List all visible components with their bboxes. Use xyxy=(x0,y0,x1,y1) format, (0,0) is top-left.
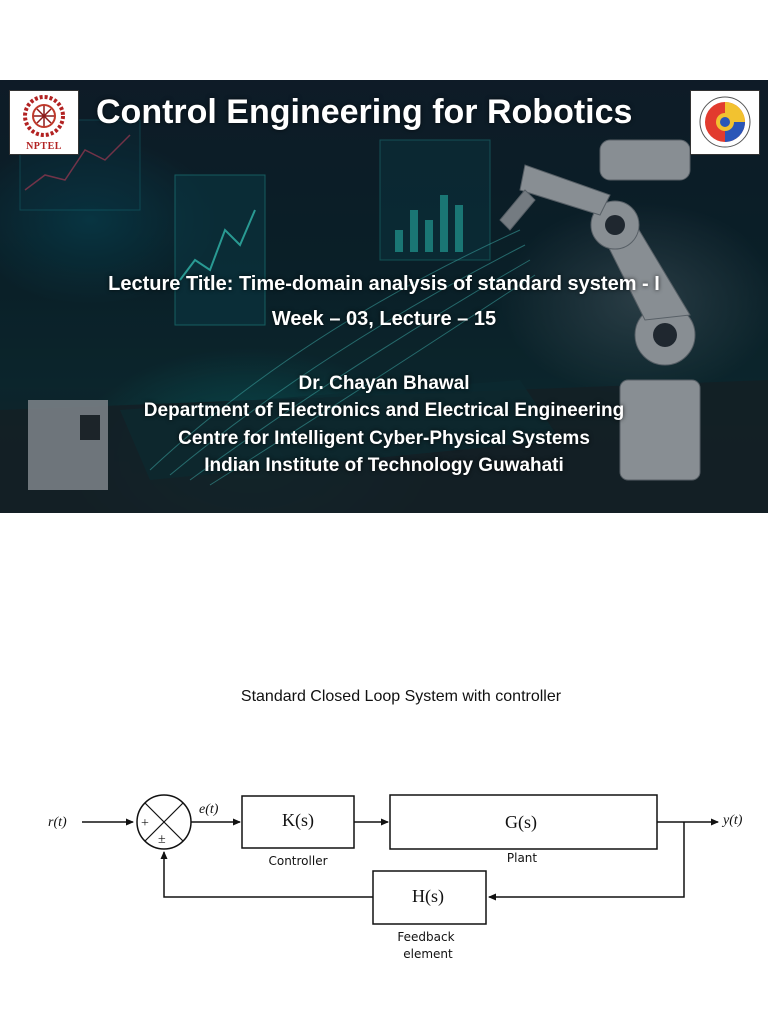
author-name: Dr. Chayan Bhawal xyxy=(298,373,470,394)
error-signal-label: e(t) xyxy=(199,802,219,817)
input-signal-label: r(t) xyxy=(48,815,67,830)
iit-guwahati-emblem-icon xyxy=(691,91,759,154)
summing-junction xyxy=(137,795,191,849)
plant-block-label: G(s) xyxy=(505,812,537,832)
author-institute: Indian Institute of Technology Guwahati xyxy=(204,455,564,476)
diagram-title: Standard Closed Loop System with controller xyxy=(240,688,562,705)
feedback-caption-line1: Feedback xyxy=(397,930,455,944)
summing-plusminus-sign: ± xyxy=(158,832,166,847)
nptel-logo-text: NPTEL xyxy=(26,141,62,152)
title-slide-banner xyxy=(0,80,768,513)
course-title: Control Engineering for Robotics xyxy=(96,93,633,131)
nptel-logo xyxy=(9,90,79,155)
controller-caption: Controller xyxy=(268,854,328,868)
lecture-week: Week – 03, Lecture – 15 xyxy=(271,308,497,330)
iit-guwahati-logo xyxy=(690,90,760,155)
author-department: Department of Electronics and Electrical Engineering xyxy=(143,400,625,421)
controller-block-label: K(s) xyxy=(282,810,314,830)
lecture-title: Lecture Title: Time-domain analysis of standard system - I xyxy=(108,273,660,295)
author-centre: Centre for Intelligent Cyber-Physical Systems xyxy=(178,428,590,449)
summing-plus-sign: + xyxy=(141,816,149,831)
nptel-emblem-icon xyxy=(10,91,78,141)
plant-caption: Plant xyxy=(506,851,538,865)
feedback-caption-line2: element xyxy=(403,947,453,961)
feedback-block-label: H(s) xyxy=(412,886,444,906)
closed-loop-block-diagram xyxy=(0,760,768,970)
output-signal-label: y(t) xyxy=(723,813,743,828)
